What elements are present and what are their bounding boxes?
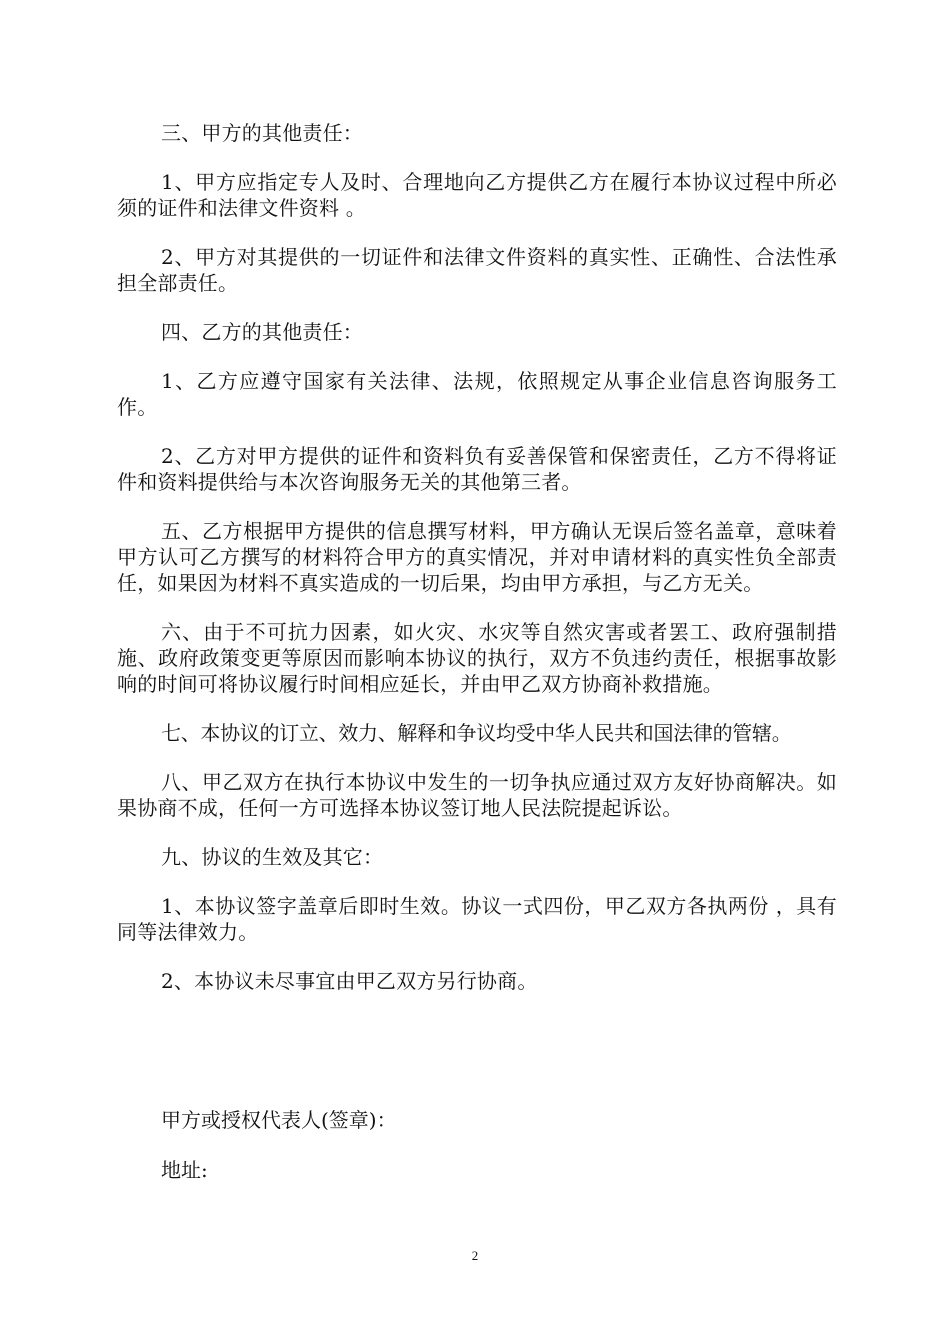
section-4-heading: 四、乙方的其他责任： (161, 320, 363, 344)
page-number: 2 (471, 1248, 479, 1263)
section-7-paragraph: 七、本协议的订立、效力、解释和争议均受中华人民共和国法律的管辖。 (161, 721, 792, 745)
section-9-clause-2: 2、本协议未尽事宜由甲乙双方另行协商。 (161, 969, 538, 993)
section-4-clause-1: 1、乙方应遵守国家有关法律、法规，依照规定从事企业信息咨询服务工作。 (117, 369, 837, 419)
section-6-paragraph: 六、由于不可抗力因素，如火灾、水灾等自然灾害或者罢工、政府强制措施、政府政策变更等原因而影响本协议的执行，双方不负违约责任，根据事故影响的时间可将协议履行时间相应延长，并由甲乙双方协商补救措施。 (117, 620, 837, 696)
section-3-heading: 三、甲方的其他责任： (161, 121, 363, 145)
signature-representative-label: 甲方或授权代表人(签章)： (161, 1108, 397, 1132)
section-5-paragraph: 五、乙方根据甲方提供的信息撰写材料，甲方确认无误后签名盖章，意味着甲方认可乙方撰写的材料符合甲方的真实情况，并对申请材料的真实性负全部责任，如果因为材料不真实造成的一切后果，均由甲方承担，与乙方无关。 (117, 519, 837, 595)
section-3-clause-1: 1、甲方应指定专人及时、合理地向乙方提供乙方在履行本协议过程中所必须的证件和法律文件资料 。 (117, 170, 837, 220)
signature-address-label: 地址: (161, 1158, 208, 1182)
section-9-heading: 九、协议的生效及其它： (161, 845, 384, 869)
section-3-clause-2: 2、甲方对其提供的一切证件和法律文件资料的真实性、正确性、合法性承担全部责任。 (117, 245, 837, 295)
document-body (117, 120, 837, 1017)
section-8-paragraph: 八、甲乙双方在执行本协议中发生的一切争执应通过双方友好协商解决。如果协商不成，任何一方可选择本协议签订地人民法院提起诉讼。 (117, 770, 837, 820)
section-4-clause-2: 2、乙方对甲方提供的证件和资料负有妥善保管和保密责任，乙方不得将证件和资料提供给与本次咨询服务无关的其他第三者。 (117, 444, 837, 494)
section-9-clause-1: 1、本协议签字盖章后即时生效。协议一式四份，甲乙双方各执两份 ，具有同等法律效力。 (117, 894, 837, 944)
